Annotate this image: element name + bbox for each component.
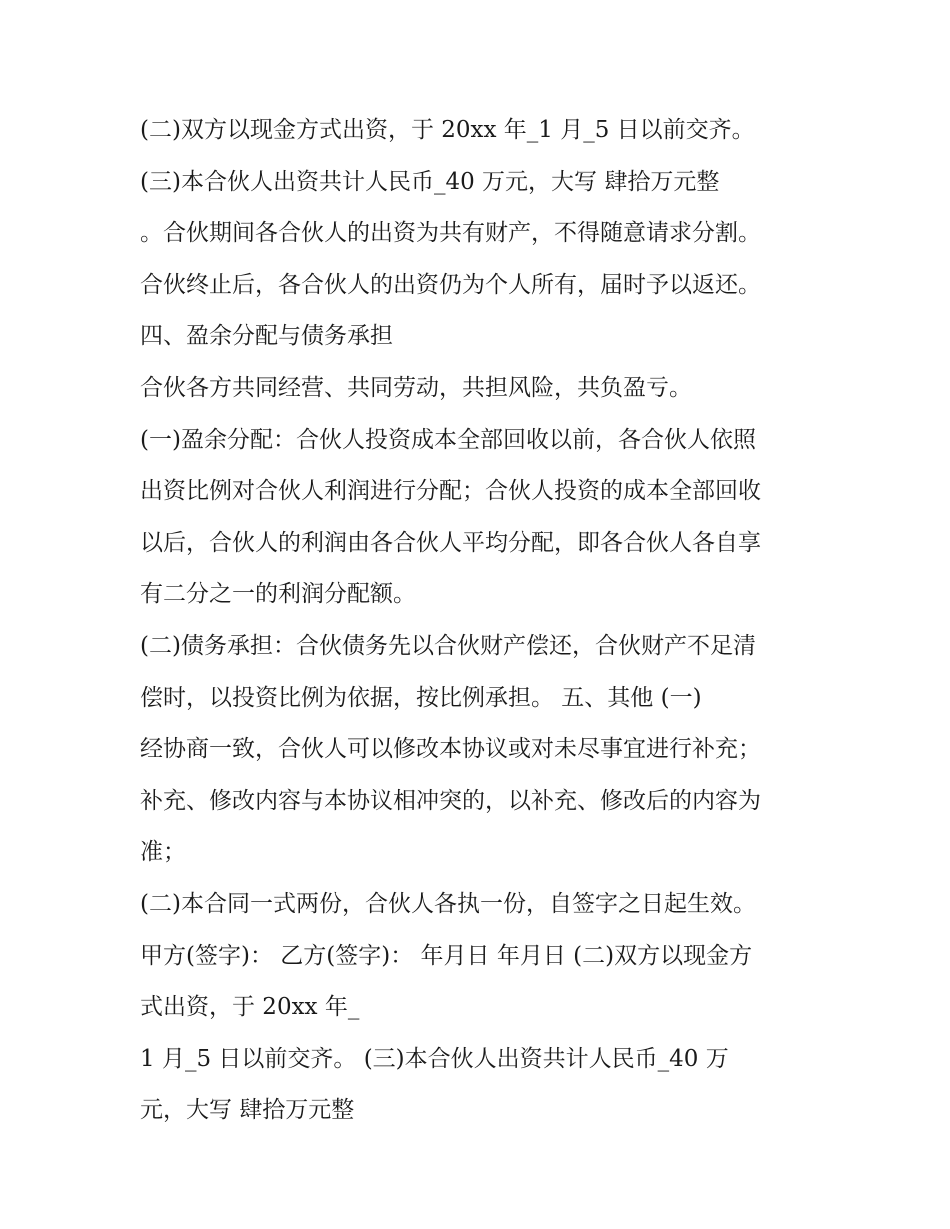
text-line: 出资比例对合伙人利润进行分配；合伙人投资的成本全部回收 [140, 478, 761, 505]
text-line: 。合伙期间各合伙人的出资为共有财产，不得随意请求分割。 [140, 220, 761, 247]
text-line: (三)本合伙人出资共计人民币_40 万元，大写 肆拾万元整 [140, 168, 720, 195]
document-body [140, 112, 830, 1144]
text-line: 准； [140, 839, 186, 866]
text-line: (二)债务承担：合伙债务先以合伙财产偿还，合伙财产不足清 [140, 632, 756, 659]
section-heading: 四、盈余分配与债务承担 [140, 323, 393, 350]
text-line: 元，大写 肆拾万元整 [140, 1097, 355, 1124]
text-line: 1 月_5 日以前交齐。 (三)本合伙人出资共计人民币_40 万 [140, 1045, 729, 1072]
text-line: 补充、修改内容与本协议相冲突的，以补充、修改后的内容为 [140, 787, 761, 814]
text-line: (一)盈余分配：合伙人投资成本全部回收以前，各合伙人依照 [140, 426, 756, 453]
text-line: 合伙各方共同经营、共同劳动，共担风险，共负盈亏。 [140, 374, 692, 401]
text-line: 以后，合伙人的利润由各合伙人平均分配，即各合伙人各自享 [140, 529, 761, 556]
signature-line: 甲方(签字)： 乙方(签字)： 年月日 年月日 (二)双方以现金方 [140, 942, 753, 969]
text-line: 式出资，于 20xx 年_ [140, 994, 360, 1021]
text-line: 合伙终止后，各合伙人的出资仍为个人所有，届时予以返还。 [140, 271, 761, 298]
text-line: 经协商一致，合伙人可以修改本协议或对未尽事宜进行补充； [140, 736, 761, 763]
text-line: 有二分之一的利润分配额。 [140, 581, 416, 608]
text-line: 偿时，以投资比例为依据，按比例承担。 五、其他 (一) [140, 684, 702, 711]
text-line: (二)本合同一式两份，合伙人各执一份，自签字之日起生效。 [140, 890, 756, 917]
text-line: (二)双方以现金方式出资，于 20xx 年_1 月_5 日以前交齐。 [140, 117, 755, 143]
